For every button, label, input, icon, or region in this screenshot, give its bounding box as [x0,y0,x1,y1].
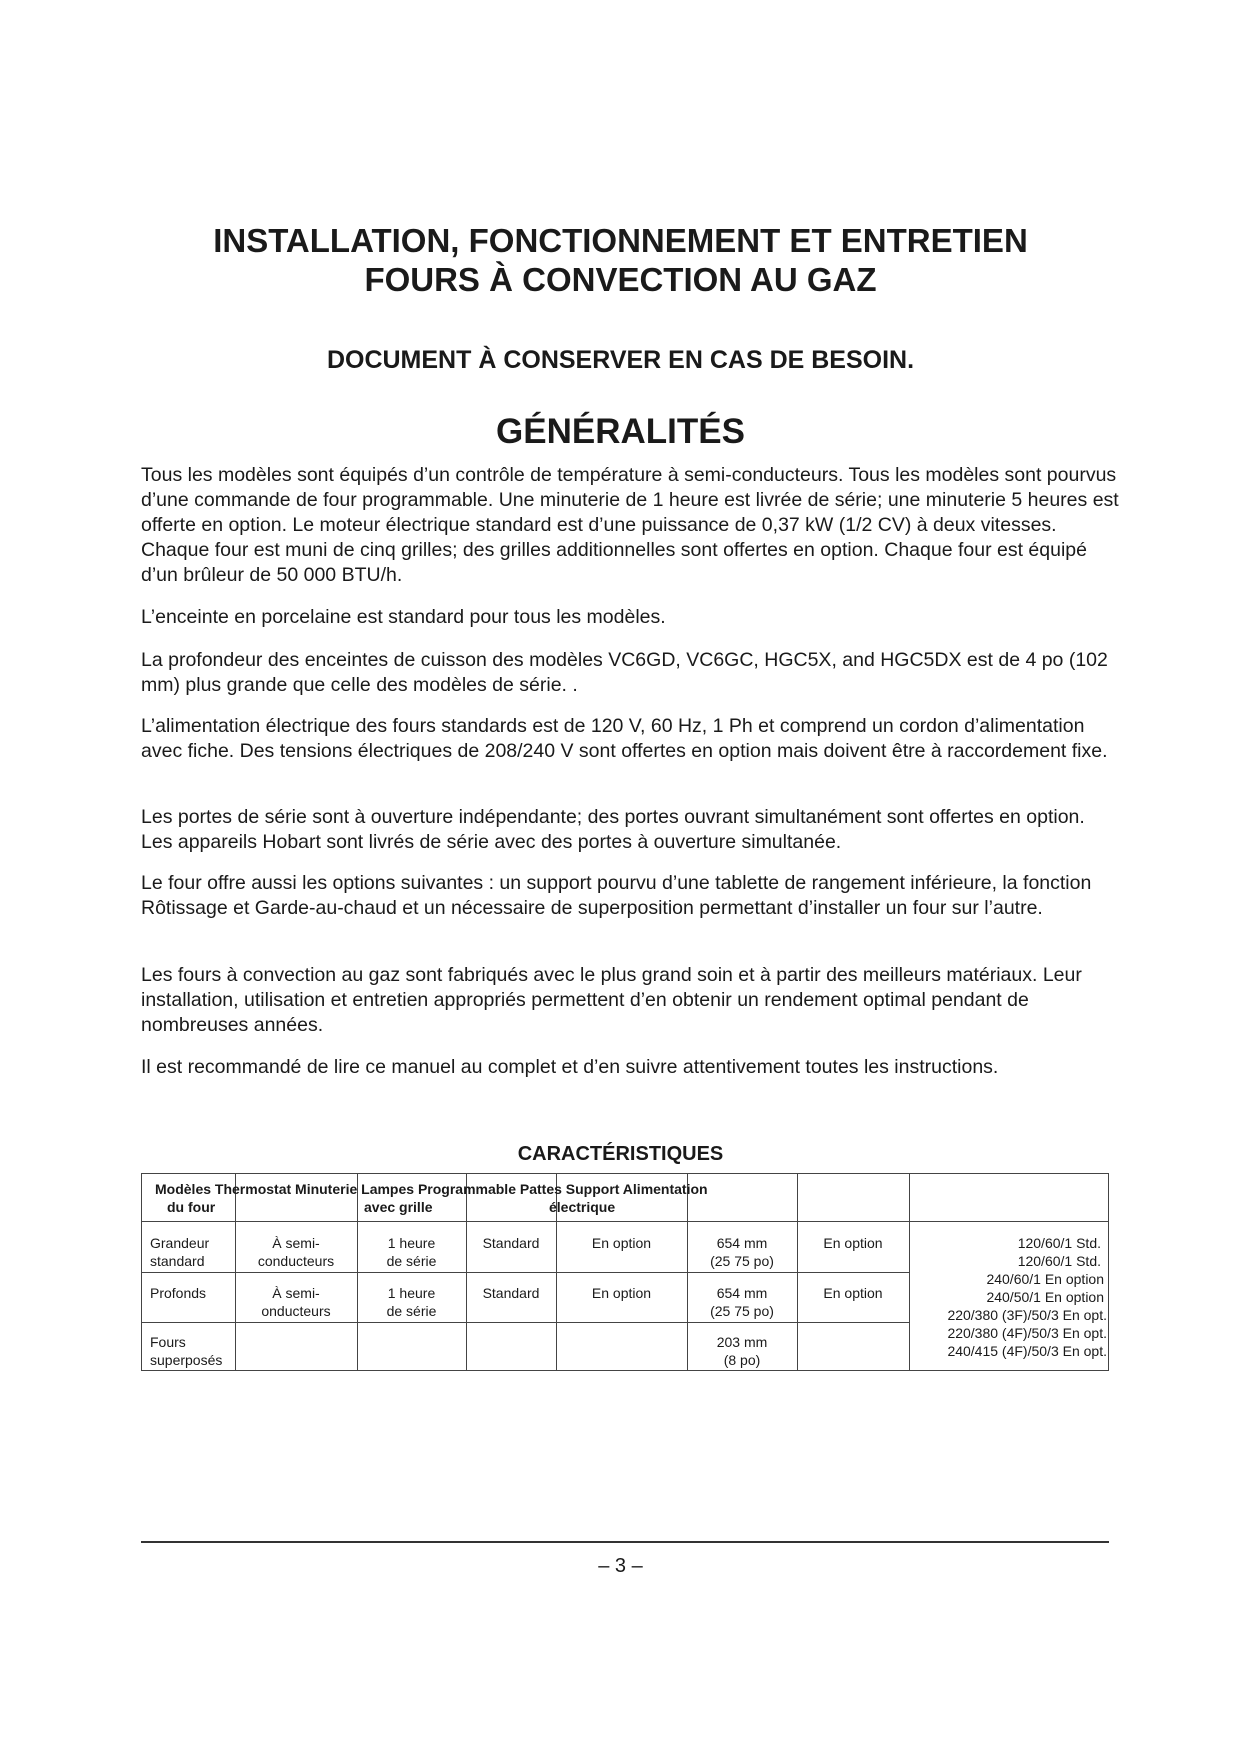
cell-electrical: 120/60/1 Std. [1017,1253,1101,1269]
cell-legs: (25 75 po) [710,1253,774,1269]
paragraph-6: Le four offre aussi les options suivantes : un support pourvu d’une tablette de rangement inférieure, la fonction Rôtissage et Garde-au-chaud et un nécessaire de superposition permettant d’installer un four sur l’autre. [141,872,1092,919]
specs-table [141,1173,1109,1371]
section-title: GÉNÉRALITÉS [496,412,745,451]
table-border-right [1108,1173,1109,1371]
cell-model: standard [150,1253,205,1269]
document-title-line1: INSTALLATION, FONCTIONNEMENT ET ENTRETIEN [213,222,1028,259]
footer-divider [141,1541,1109,1543]
table-border-bottom [141,1370,1109,1371]
document-title-line2: FOURS À CONVECTION AU GAZ [364,261,877,298]
cell-thermostat: À semi- [272,1285,320,1301]
cell-model: Profonds [150,1285,207,1301]
column-divider [909,1173,910,1371]
cell-thermostat: À semi- [272,1235,320,1251]
cell-model: superposés [150,1352,223,1368]
cell-model: Fours [150,1334,186,1350]
cell-programmable: En option [591,1235,652,1251]
cell-electrical: 240/50/1 En option [986,1289,1104,1305]
specs-title: CARACTÉRISTIQUES [517,1143,724,1165]
paragraph-7: Les fours à convection au gaz sont fabriqués avec le plus grand soin et à partir des meilleurs matériaux. Leur installation, utilisation et entretien appropriés permettent d’en obtenir un rendement optimal pendant de nombreuses années. [141,964,1082,1036]
paragraph-2: L’enceinte en porcelaine est standard pour tous les modèles. [141,606,666,628]
cell-legs: 654 mm [716,1235,768,1251]
row-divider [141,1322,909,1323]
cell-model: Grandeur [150,1235,210,1251]
cell-support: En option [823,1235,883,1251]
cell-legs: (8 po) [723,1352,761,1368]
table-header-line2-lamps: avec grille [364,1199,433,1215]
cell-timer: de série [386,1253,437,1269]
cell-thermostat: onducteurs [261,1303,331,1319]
cell-electrical: 220/380 (4F)/50/3 En opt. [947,1325,1107,1341]
paragraph-1: Tous les modèles sont équipés d’un contrôle de température à semi-conducteurs. Tous les modèles sont pourvus d’une commande de four programmable. Une minuterie de 1 heure est livrée de série; une minuterie 5 heures est offerte en option. Le moteur électrique standard est d’une puissance de 0,37 kW (1/2 CV) à deux vitesses. Chaque four est muni de cinq grilles; des grilles additionnelles sont offertes en option. Chaque four est équipé d’un brûleur de 50 000 BTU/h. [141,464,1119,586]
cell-legs: 203 mm [716,1334,768,1350]
cell-thermostat: conducteurs [257,1253,335,1269]
cell-electrical: 240/60/1 En option [986,1271,1104,1287]
paragraph-5: Les portes de série sont à ouverture indépendante; des portes ouvrant simultanément sont offertes en option. Les appareils Hobart sont livrés de série avec des portes à ouverture simultanée. [141,806,1085,853]
cell-lamps: Standard [482,1235,540,1251]
cell-support: En option [823,1285,883,1301]
table-border-top [141,1173,1109,1174]
cell-timer: 1 heure [387,1285,436,1301]
cell-electrical: 120/60/1 Std. [1017,1235,1101,1251]
page-number: – 3 – [598,1555,643,1577]
cell-programmable: En option [591,1285,652,1301]
cell-lamps: Standard [482,1285,540,1301]
document-subtitle: DOCUMENT À CONSERVER EN CAS DE BESOIN. [326,346,915,374]
table-header-line2-support: électrique [549,1199,616,1215]
row-divider [141,1272,909,1273]
paragraph-8: Il est recommandé de lire ce manuel au complet et d’en suivre attentivement toutes les instructions. [141,1056,999,1078]
cell-legs: 654 mm [716,1285,768,1301]
cell-timer: 1 heure [387,1235,436,1251]
table-header-line1: Modèles Thermostat Minuterie Lampes Programmable Pattes Support Alimentation [155,1181,708,1197]
cell-electrical: 240/415 (4F)/50/3 En opt. [947,1343,1107,1359]
row-divider [141,1221,1109,1222]
cell-timer: de série [386,1303,437,1319]
paragraph-3: La profondeur des enceintes de cuisson des modèles VC6GD, VC6GC, HGC5X, and HGC5DX est de 4 po (102 mm) plus grande que celle des modèles de série. . [141,649,1108,696]
cell-electrical: 220/380 (3F)/50/3 En opt. [947,1307,1107,1323]
paragraph-4: L’alimentation électrique des fours standards est de 120 V, 60 Hz, 1 Ph et comprend un cordon d’alimentation avec fiche. Des tensions électriques de 208/240 V sont offertes en option mais doivent être à raccordement fixe. [141,715,1108,762]
cell-legs: (25 75 po) [710,1303,774,1319]
table-header-line2-models: du four [167,1199,216,1215]
